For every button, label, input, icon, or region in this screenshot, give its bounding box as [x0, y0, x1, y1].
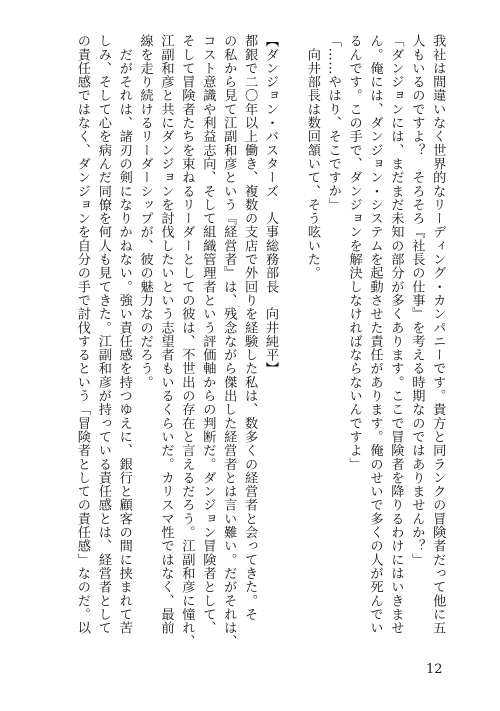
page-number: 12	[426, 662, 443, 677]
text-column: ん。俺には、ダンジョン・システムを起動させた責任があります。俺のせいで多くの人が死んでい	[367, 34, 383, 635]
text-column: 向井部長は数回頷いて、そう呟いた。	[304, 34, 320, 280]
text-column: 都銀で二〇年以上働き、複数の支店で外回りを経験した私は、数多くの経営者と会ってきた。そ	[242, 34, 258, 621]
text-column: 我社は間違いなく世界的なリーディング・カンパニーです。貴方と同ランクの冒険者だって他に五	[430, 34, 446, 635]
text-column: だがそれは、諸刃の剣になりかねない。強い責任感を持つゆえに、銀行と顧客の間に挟まれて苦	[116, 34, 132, 635]
text-column: コスト意識や利益志向、そして組織管理者という評価軸からの判断だ。ダンジョン冒険者として、	[200, 34, 216, 635]
text-column: の私から見て江副和彦という『経営者』は、残念ながら傑出した経営者とは言い難い。だがそれは、	[221, 34, 237, 649]
text-column: 「ダンジョンには、まだまだ未知の部分が多くあります。ここで冒険者を降りるわけにはいきませ	[388, 34, 404, 635]
text-column: 人もいるのですよ？ そろそろ『社長の仕事』を考える時期なのではありませんか？」	[409, 34, 425, 567]
text-column: そして冒険者たちを束ねるリーダーとしての彼は、不世出の存在と言えるだろう。江副和彦に憧れ、	[179, 34, 195, 649]
text-column: 江副和彦と共にダンジョンを討伐したいという志望者もいるくらいだ。カリスマ性ではなく、最前	[158, 34, 174, 635]
text-column: しみ、そして心を病んだ同僚を何人も見てきた。江副和彦が持っている責任感とは、経営者として	[95, 34, 111, 635]
text-column: の責任感ではなく、ダンジョンを自分の手で討伐するという「冒険者としての責任感」なのだ。以	[74, 34, 90, 635]
text-column: 線を走り続けるリーダーシップが、彼の魅力なのだろう。	[137, 34, 153, 389]
text-column: 「……やはり、そこですか」	[325, 34, 341, 212]
text-column: 【ダンジョン・バスターズ 人事総務部長 向井純平】	[263, 34, 278, 376]
text-column: るんです。この手で、ダンジョンを解決しなければならないんですよ」	[346, 34, 362, 471]
